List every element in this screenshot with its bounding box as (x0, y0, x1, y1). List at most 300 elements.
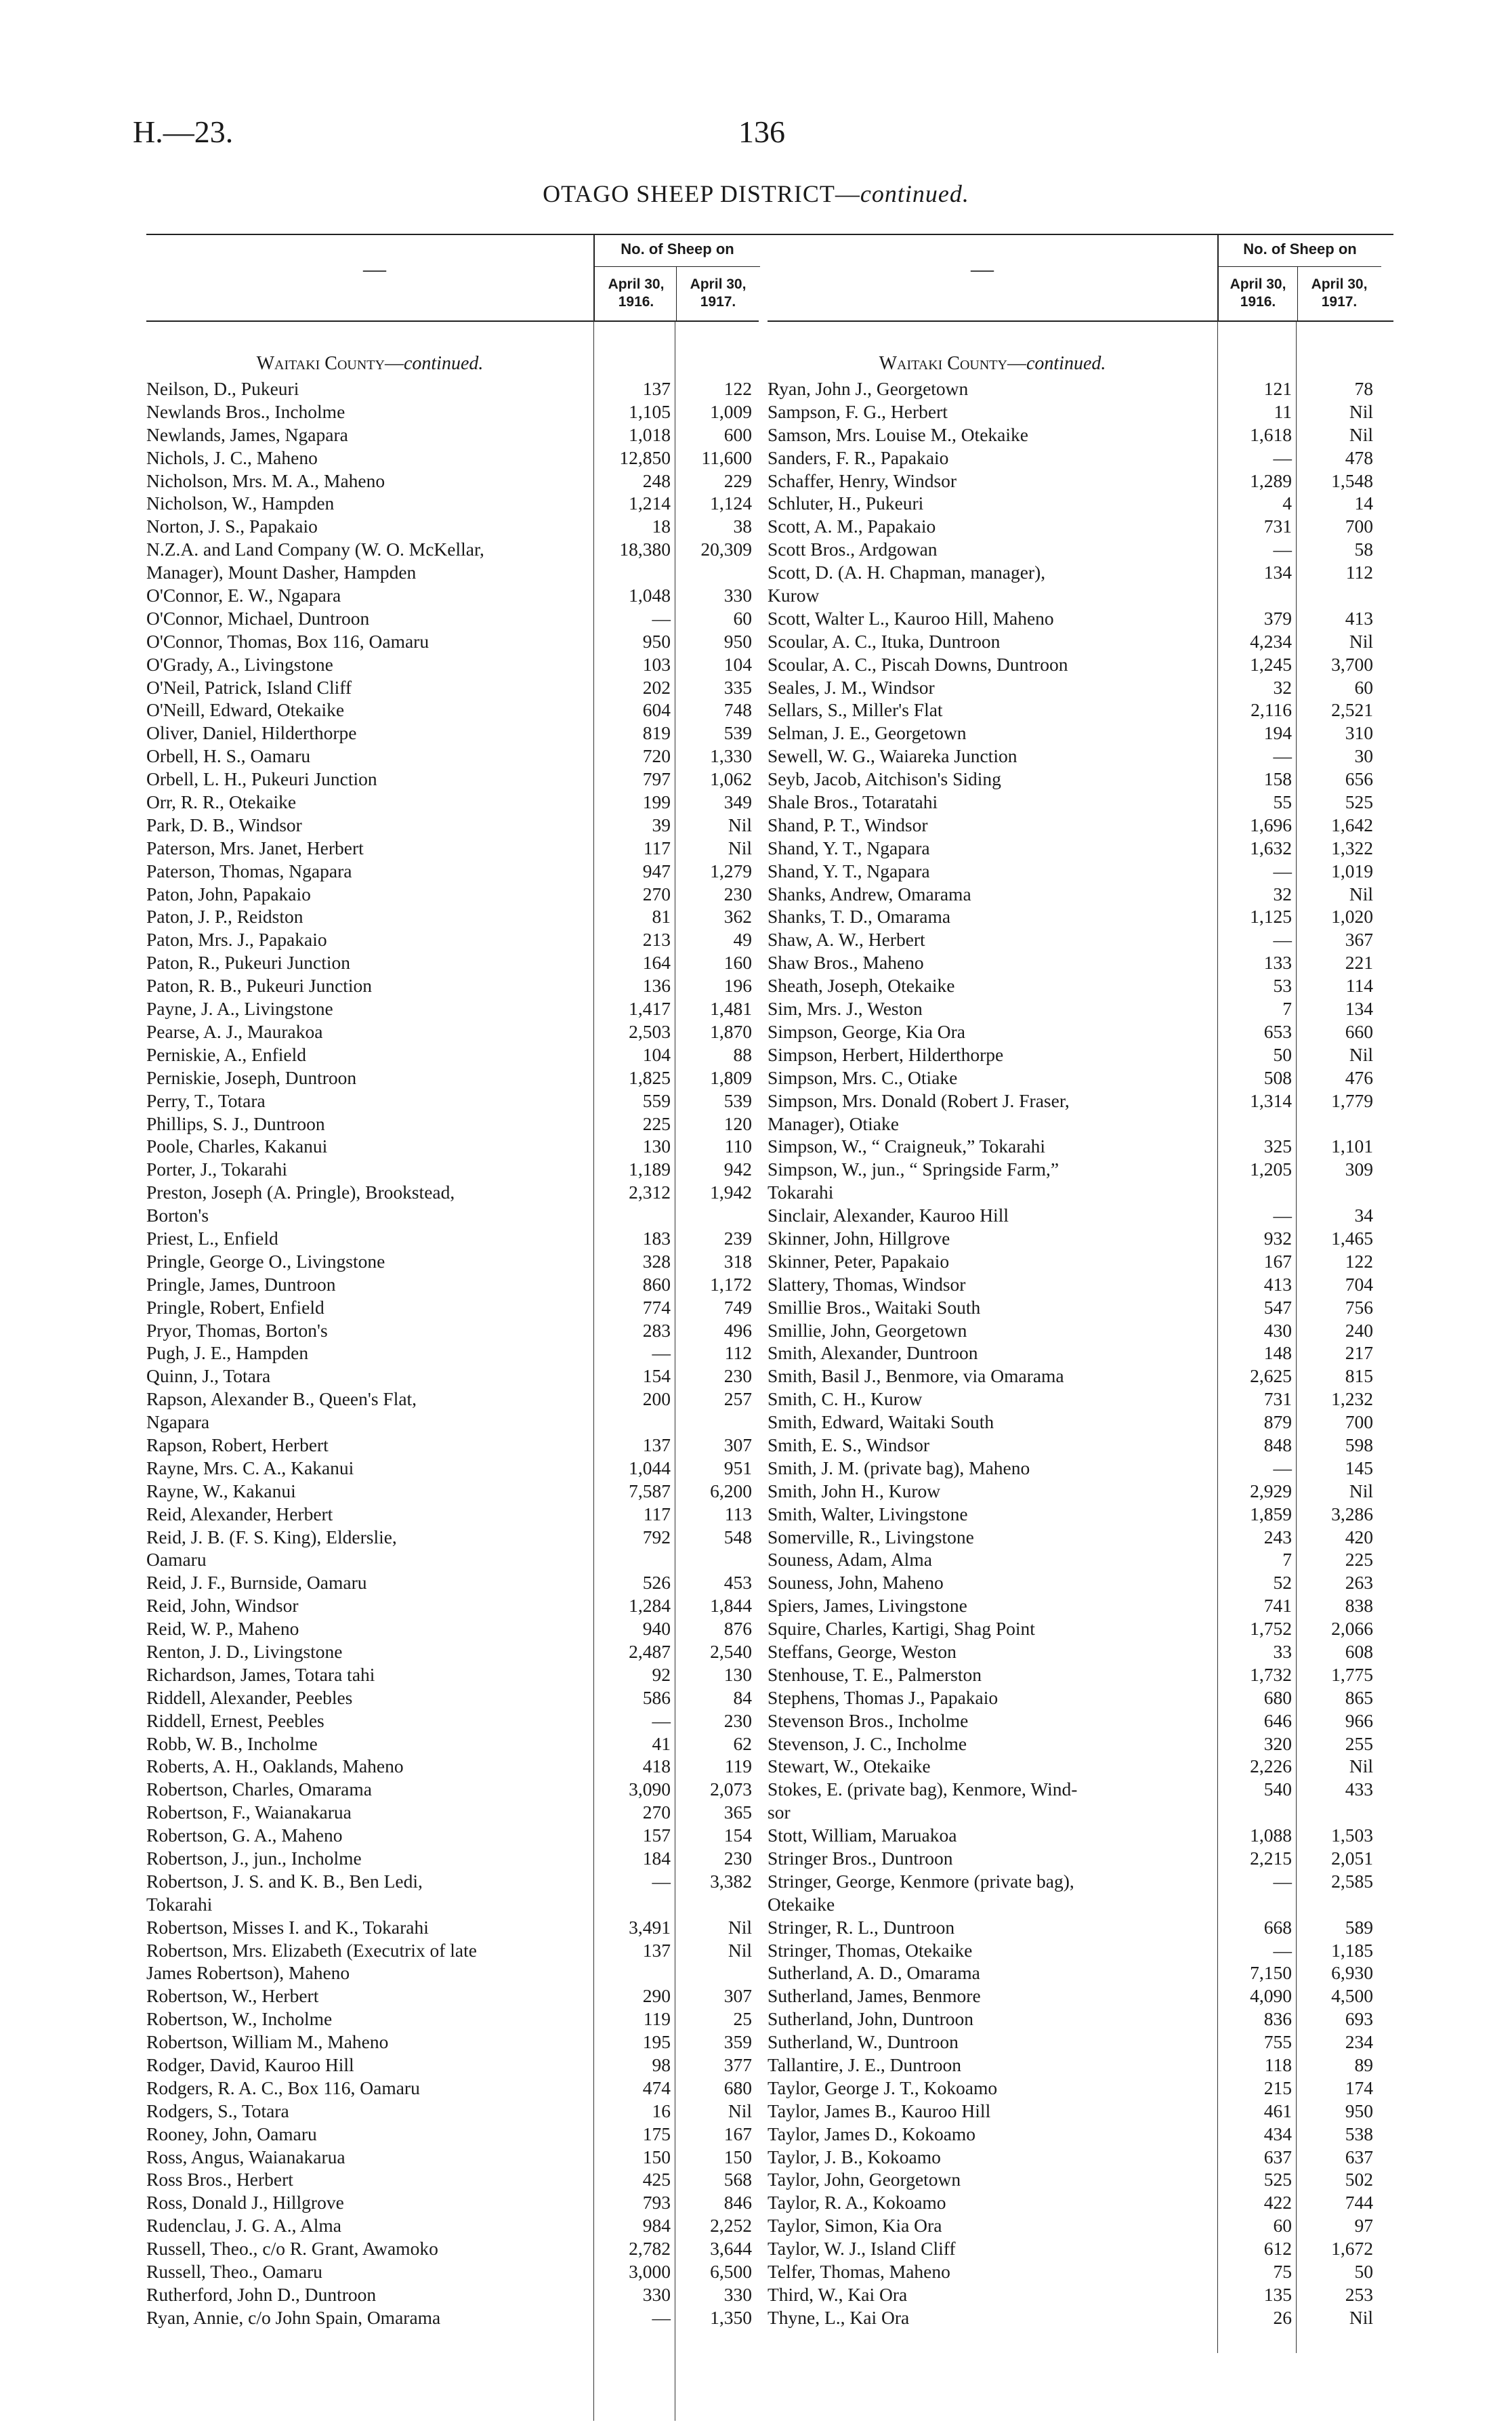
holder-name: Robertson, Mrs. Elizabeth (Executrix of late (146, 1939, 477, 1961)
holder-name: Skinner, Peter, Papakaio (768, 1250, 950, 1272)
count-1917: 951 (723, 1457, 752, 1478)
count-1916: — (652, 2306, 671, 2328)
table-row (768, 470, 1380, 493)
count-1917: 1,062 (710, 768, 752, 790)
count-1916: 7 (1282, 1549, 1292, 1571)
holder-name: Nicholson, Mrs. M. A., Maheno (146, 470, 385, 491)
count-1917: 89 (1354, 2054, 1373, 2076)
table-row (768, 699, 1380, 722)
count-1917: Nil (1349, 883, 1373, 904)
holder-name: Reid, J. B. (F. S. King), Elderslie, (146, 1526, 397, 1547)
holder-name: Taylor, James B., Kauroo Hill (768, 2100, 991, 2121)
holder-name: Sutherland, John, Duntroon (768, 2008, 974, 2030)
count-1916: 118 (1264, 2054, 1292, 2076)
count-1916: 984 (642, 2215, 671, 2237)
count-1916: 157 (642, 1825, 671, 1846)
table-row (768, 905, 1380, 928)
table-row (146, 2283, 759, 2306)
holder-name: Paton, Mrs. J., Papakaio (146, 929, 327, 951)
count-1917: 14 (1354, 493, 1373, 514)
table-row (768, 1824, 1380, 1847)
count-1916: 290 (642, 1985, 671, 2007)
table-row (146, 1365, 759, 1388)
count-1916: 184 (642, 1848, 671, 1869)
table-row (146, 1434, 759, 1457)
table-header (146, 234, 837, 320)
count-1917: 1,185 (1331, 1939, 1373, 1961)
sheep-count-label: No. of Sheep on (621, 241, 734, 257)
count-1916: 2,312 (629, 1182, 671, 1203)
count-1917: 263 (1345, 1572, 1373, 1594)
count-1917: 2,585 (1331, 1870, 1373, 1892)
count-1916: 270 (642, 1802, 671, 1823)
table-row (146, 722, 759, 745)
count-1916: — (1273, 539, 1292, 560)
holder-name: Shanks, T. D., Omarama (768, 906, 951, 928)
count-1916: 819 (642, 722, 671, 744)
table-row (146, 630, 759, 653)
holder-name: Shand, P. T., Windsor (768, 814, 928, 835)
holder-name: Sinclair, Alexander, Kauroo Hill (768, 1205, 1009, 1226)
count-1917: 2,073 (710, 1779, 752, 1800)
holder-name: Reid, John, Windsor (146, 1595, 299, 1617)
table-row (768, 1594, 1380, 1617)
table-row (768, 2100, 1380, 2123)
count-1916: 215 (1263, 2077, 1292, 2098)
count-1916: 4 (1282, 493, 1292, 514)
holder-name: Perniskie, A., Enfield (146, 1043, 307, 1065)
table-row (146, 2168, 759, 2191)
table-row (146, 1548, 759, 1571)
holder-name: Perry, T., Totara (146, 1089, 266, 1111)
count-1917: 637 (1345, 2146, 1373, 2167)
holder-name: Smith, John H., Kurow (768, 1480, 941, 1501)
table-row (146, 974, 759, 997)
count-1917: 950 (723, 630, 752, 652)
table-row (768, 928, 1380, 951)
holder-name: Nicholson, W., Hampden (146, 493, 335, 514)
count-1917: 84 (733, 1686, 752, 1708)
holder-name: Shaw Bros., Maheno (768, 952, 924, 974)
count-1916: 950 (642, 630, 671, 652)
count-1916: 540 (1263, 1779, 1292, 1800)
count-1916: 325 (1263, 1136, 1292, 1157)
count-1916: 60 (1273, 2215, 1292, 2237)
count-1917: 310 (1345, 722, 1373, 744)
table-row (768, 1709, 1380, 1732)
count-1916: 117 (643, 1503, 671, 1524)
count-1917: 2,521 (1331, 699, 1373, 721)
holder-name: Shanks, Andrew, Omarama (768, 883, 971, 904)
holder-name: Borton's (146, 1205, 209, 1226)
table-row (146, 1089, 759, 1112)
holder-name: Robertson, J., jun., Incholme (146, 1848, 362, 1869)
count-1916: 2,503 (629, 1020, 671, 1042)
table-row (768, 1663, 1380, 1686)
count-1916: 836 (1263, 2008, 1292, 2030)
holder-name: Newlands, James, Ngapara (146, 423, 348, 445)
holder-name: O'Grady, A., Livingstone (146, 653, 333, 675)
count-1917: 113 (724, 1503, 752, 1524)
count-1916: 1,048 (629, 585, 671, 606)
table-row (146, 1961, 759, 1984)
holder-name: Scott, D. (A. H. Chapman, manager), (768, 562, 1046, 583)
table-row (768, 607, 1380, 630)
count-1917: 525 (1345, 791, 1373, 813)
count-1917: 230 (723, 883, 752, 904)
holder-name: Orbell, L. H., Pukeuri Junction (146, 768, 377, 790)
count-1917: 1,279 (710, 860, 752, 881)
count-1916: 183 (642, 1227, 671, 1249)
count-1916: 637 (1263, 2146, 1292, 2167)
holder-name: Pryor, Thomas, Borton's (146, 1319, 328, 1341)
holder-name: Robertson, W., Herbert (146, 1985, 319, 2007)
holder-name: Pugh, J. E., Hampden (146, 1342, 309, 1364)
holder-name: Smith, C. H., Kurow (768, 1388, 923, 1410)
holder-name: Scoular, A. C., Ituka, Duntroon (768, 630, 1001, 652)
count-1916: 213 (642, 929, 671, 951)
holder-name: Nichols, J. C., Maheno (146, 446, 318, 468)
table-row (768, 1319, 1380, 1342)
table-row (146, 1319, 759, 1342)
table-row (146, 1227, 759, 1250)
table-row (146, 515, 759, 538)
count-1916: 547 (1263, 1296, 1292, 1318)
count-1916: 7,150 (1250, 1962, 1292, 1984)
holder-name: O'Connor, Thomas, Box 116, Oamaru (146, 630, 429, 652)
table-row (768, 1548, 1380, 1571)
table-row (768, 2123, 1380, 2146)
table-row (146, 1755, 759, 1778)
holder-name: Taylor, George J. T., Kokoamo (768, 2077, 998, 2098)
holder-name: Scott, A. M., Papakaio (768, 516, 936, 537)
count-1917: 1,322 (1331, 837, 1373, 858)
count-1917: 1,232 (1331, 1388, 1373, 1410)
count-1916: 243 (1263, 1526, 1292, 1547)
holder-name: Tallantire, J. E., Duntroon (768, 2054, 961, 2076)
count-1916: 793 (642, 2192, 671, 2213)
holder-name: Stringer Bros., Duntroon (768, 1848, 953, 1869)
count-1917: 167 (723, 2123, 752, 2144)
table-row (768, 1686, 1380, 1709)
holder-name: Manager), Mount Dasher, Hampden (146, 562, 417, 583)
count-1916: 2,487 (629, 1640, 671, 1662)
count-1916: — (652, 1342, 671, 1364)
holder-name: Skinner, John, Hillgrove (768, 1227, 950, 1249)
count-1916: 680 (1263, 1686, 1292, 1708)
table-row (768, 2191, 1380, 2214)
holder-name: Kurow (768, 585, 820, 606)
holder-name: Oliver, Daniel, Hilderthorpe (146, 722, 357, 744)
holder-name: Taylor, J. B., Kokoamo (768, 2146, 941, 2167)
title-main: OTAGO SHEEP DISTRICT— (543, 180, 860, 207)
holder-name: Rapson, Robert, Herbert (146, 1434, 329, 1455)
count-1917: 749 (723, 1296, 752, 1318)
holder-name: Shaw, A. W., Herbert (768, 929, 925, 951)
holder-name: Neilson, D., Pukeuri (146, 378, 299, 399)
table-row (768, 974, 1380, 997)
table-row (146, 1480, 759, 1503)
table-row (768, 837, 1380, 860)
count-1916: 1,632 (1250, 837, 1292, 858)
table-row (768, 997, 1380, 1020)
col-1916-header: April 30, 1916. (1230, 276, 1286, 310)
table-row (146, 1204, 759, 1227)
holder-name: Russell, Theo., c/o R. Grant, Awamoko (146, 2238, 438, 2260)
count-1917: 97 (1354, 2215, 1373, 2237)
holder-name: Smillie Bros., Waitaki South (768, 1296, 981, 1318)
table-row (146, 2146, 759, 2169)
holder-name: Orbell, H. S., Oamaru (146, 745, 311, 767)
count-1917: 1,019 (1331, 860, 1373, 881)
count-1916: 2,226 (1250, 1755, 1292, 1777)
count-1916: 413 (1263, 1273, 1292, 1295)
count-1916: 860 (642, 1273, 671, 1295)
count-1916: 1,105 (629, 400, 671, 422)
holder-name: Taylor, James D., Kokoamo (768, 2123, 976, 2144)
count-1916: 1,214 (629, 493, 671, 514)
count-1916: 167 (1263, 1250, 1292, 1272)
count-1916: 741 (1263, 1595, 1292, 1617)
holder-name: Rapson, Alexander B., Queen's Flat, (146, 1388, 417, 1410)
holder-name: Sanders, F. R., Papakaio (768, 446, 949, 468)
holder-name: sor (768, 1802, 791, 1823)
table-row (768, 1342, 1380, 1365)
count-1917: 693 (1345, 2008, 1373, 2030)
count-1917: 6,500 (710, 2261, 752, 2283)
count-1916: 653 (1263, 1020, 1292, 1042)
holder-name: Sim, Mrs. J., Weston (768, 998, 923, 1020)
count-1917: 58 (1354, 539, 1373, 560)
count-1916: 194 (1263, 722, 1292, 744)
table-row (768, 2214, 1380, 2237)
holder-name: Rodgers, R. A. C., Box 116, Oamaru (146, 2077, 420, 2098)
table-row (768, 1204, 1380, 1227)
holder-name: Manager), Otiake (768, 1112, 899, 1134)
table-row (768, 2008, 1380, 2031)
holder-name: Smillie, John, Georgetown (768, 1319, 967, 1341)
count-1917: 966 (1345, 1709, 1373, 1731)
holder-name: Paterson, Mrs. Janet, Herbert (146, 837, 364, 858)
holder-name: Smith, E. S., Windsor (768, 1434, 930, 1455)
count-1917: 253 (1345, 2283, 1373, 2305)
count-1917: 307 (723, 1985, 752, 2007)
count-1917: 20,309 (700, 539, 752, 560)
holder-name: Newlands Bros., Incholme (146, 400, 345, 422)
holder-name: Seales, J. M., Windsor (768, 676, 935, 698)
count-1917: 600 (723, 423, 752, 445)
holder-name: Paton, J. P., Reidston (146, 906, 303, 928)
table-row (146, 1663, 759, 1686)
holder-name: Priest, L., Enfield (146, 1227, 278, 1249)
count-1917: 221 (1345, 952, 1373, 974)
report-reference: H.—23. (133, 115, 234, 149)
holder-name: Poole, Charles, Kakanui (146, 1136, 328, 1157)
count-1916: 731 (1263, 1388, 1292, 1410)
holder-name: O'Connor, E. W., Ngapara (146, 585, 341, 606)
table-row (768, 1893, 1380, 1916)
page-title (0, 180, 1512, 208)
count-1917: 112 (724, 1342, 752, 1364)
count-1917: 4,500 (1331, 1985, 1373, 2007)
holder-name: Stringer, R. L., Duntroon (768, 1916, 955, 1938)
count-1917: 608 (1345, 1640, 1373, 1662)
table-row (146, 1824, 759, 1847)
count-1916: 12,850 (619, 446, 671, 468)
table-row (146, 1503, 759, 1526)
table-row (768, 2237, 1380, 2260)
count-1917: 3,286 (1331, 1503, 1373, 1524)
holder-name: Scott Bros., Ardgowan (768, 539, 938, 560)
count-1916: 947 (642, 860, 671, 881)
count-1916: — (1273, 1205, 1292, 1226)
count-1916: — (652, 607, 671, 629)
count-1916: 848 (1263, 1434, 1292, 1455)
table-row (146, 1135, 759, 1158)
table-row (768, 423, 1380, 446)
count-1917: Nil (1349, 2306, 1373, 2328)
count-1917: 49 (733, 929, 752, 951)
count-1917: 496 (723, 1319, 752, 1341)
count-1916: 797 (642, 768, 671, 790)
count-1917: 318 (723, 1250, 752, 1272)
table-row (146, 1640, 759, 1663)
count-1917: 88 (733, 1043, 752, 1065)
holder-name: Sutherland, W., Duntroon (768, 2031, 959, 2053)
table-row (768, 1043, 1380, 1066)
count-1917: 62 (733, 1732, 752, 1754)
count-1917: 876 (723, 1618, 752, 1640)
count-1916: 2,782 (629, 2238, 671, 2260)
table-row (146, 1526, 759, 1549)
holder-name: Ryan, John J., Georgetown (768, 378, 969, 399)
count-1917: 815 (1345, 1365, 1373, 1387)
holder-name: Phillips, S. J., Duntroon (146, 1112, 325, 1134)
holder-name: Samson, Mrs. Louise M., Otekaike (768, 423, 1028, 445)
count-1916: 195 (642, 2031, 671, 2053)
count-1917: 122 (1345, 1250, 1373, 1272)
holder-name: N.Z.A. and Land Company (W. O. McKellar, (146, 539, 484, 560)
count-1916: 137 (642, 1434, 671, 1455)
table-row (146, 492, 759, 515)
holder-name: Robertson, G. A., Maheno (146, 1825, 343, 1846)
holder-name: Sheath, Joseph, Otekaike (768, 975, 955, 997)
col-1917-header: April 30, 1917. (1311, 276, 1368, 310)
table-row (146, 2214, 759, 2237)
count-1917: 150 (723, 2146, 752, 2167)
name-column-header: — (971, 257, 994, 282)
holder-name: Robertson, F., Waianakarua (146, 1802, 352, 1823)
count-1917: 330 (723, 2283, 752, 2305)
count-1917: 349 (723, 791, 752, 813)
holder-name: Renton, J. D., Livingstone (146, 1640, 343, 1662)
table-row (146, 1020, 759, 1043)
table-row (768, 1250, 1380, 1273)
holder-name: Simpson, Mrs. C., Otiake (768, 1066, 958, 1088)
count-1916: 1,088 (1250, 1825, 1292, 1846)
holder-name: Taylor, John, Georgetown (768, 2169, 961, 2190)
count-1917: 38 (733, 516, 752, 537)
table-row (146, 1043, 759, 1066)
count-1916: 81 (652, 906, 671, 928)
count-1916: 121 (1263, 378, 1292, 399)
count-1916: 330 (642, 2283, 671, 2305)
holder-name: Paton, John, Papakaio (146, 883, 311, 904)
holder-name: Rodger, David, Kauroo Hill (146, 2054, 354, 2076)
count-1916: 1,044 (629, 1457, 671, 1478)
count-1917: Nil (728, 1916, 752, 1938)
count-1917: 420 (1345, 1526, 1373, 1547)
count-1916: — (1273, 860, 1292, 881)
count-1917: Nil (1349, 400, 1373, 422)
holder-name: Tokarahi (768, 1182, 834, 1203)
count-1917: 1,942 (710, 1182, 752, 1203)
table-row (768, 1388, 1380, 1411)
holder-name: Stott, William, Maruakoa (768, 1825, 957, 1846)
count-1917: 1,101 (1331, 1136, 1373, 1157)
count-1917: 130 (723, 1663, 752, 1685)
count-1916: 16 (652, 2100, 671, 2121)
holder-name: Taylor, W. J., Island Cliff (768, 2238, 956, 2260)
count-1917: 25 (733, 2008, 752, 2030)
holder-name: Souness, Adam, Alma (768, 1549, 932, 1571)
count-1916: 248 (642, 470, 671, 491)
count-1917: 2,540 (710, 1640, 752, 1662)
holder-name: Norton, J. S., Papakaio (146, 516, 318, 537)
table-row (146, 2123, 759, 2146)
county-heading: Waitaki County—continued. (879, 353, 1106, 374)
table-row (146, 470, 759, 493)
table-row (768, 630, 1380, 653)
table-row (146, 814, 759, 837)
table-row (768, 1411, 1380, 1434)
holder-name: Thyne, L., Kai Ora (768, 2306, 910, 2328)
count-1916: 164 (642, 952, 671, 974)
holder-name: Ross, Donald J., Hillgrove (146, 2192, 344, 2213)
table-row (768, 1503, 1380, 1526)
count-1917: 1,642 (1331, 814, 1373, 835)
table-row (146, 1388, 759, 1411)
holder-name: Stevenson Bros., Incholme (768, 1709, 969, 1731)
count-1917: 230 (723, 1848, 752, 1869)
table-row (768, 1480, 1380, 1503)
table-row (768, 1870, 1380, 1893)
table-row (768, 883, 1380, 906)
count-1916: 33 (1273, 1640, 1292, 1662)
count-1917: 538 (1345, 2123, 1373, 2144)
count-1917: 748 (723, 699, 752, 721)
table-row (768, 492, 1380, 515)
count-1916: — (1273, 446, 1292, 468)
count-1916: 199 (642, 791, 671, 813)
count-1916: 792 (642, 1526, 671, 1547)
count-1916: 418 (642, 1755, 671, 1777)
count-1917: 330 (723, 585, 752, 606)
count-1916: 668 (1263, 1916, 1292, 1938)
holder-name: Simpson, W., “ Craigneuk,” Tokarahi (768, 1136, 1046, 1157)
holder-name: Smith, Alexander, Duntroon (768, 1342, 978, 1364)
holder-name: Schluter, H., Pukeuri (768, 493, 924, 514)
count-1916: 158 (1263, 768, 1292, 790)
table-row (146, 2031, 759, 2054)
count-1916: 1,205 (1250, 1159, 1292, 1180)
holder-name: Reid, J. F., Burnside, Oamaru (146, 1572, 367, 1594)
table-row (146, 1939, 759, 1962)
count-1916: 328 (642, 1250, 671, 1272)
count-1917: 1,779 (1331, 1089, 1373, 1111)
right-table-body (768, 350, 1380, 2329)
holder-name: Rudenclau, J. G. A., Alma (146, 2215, 341, 2237)
